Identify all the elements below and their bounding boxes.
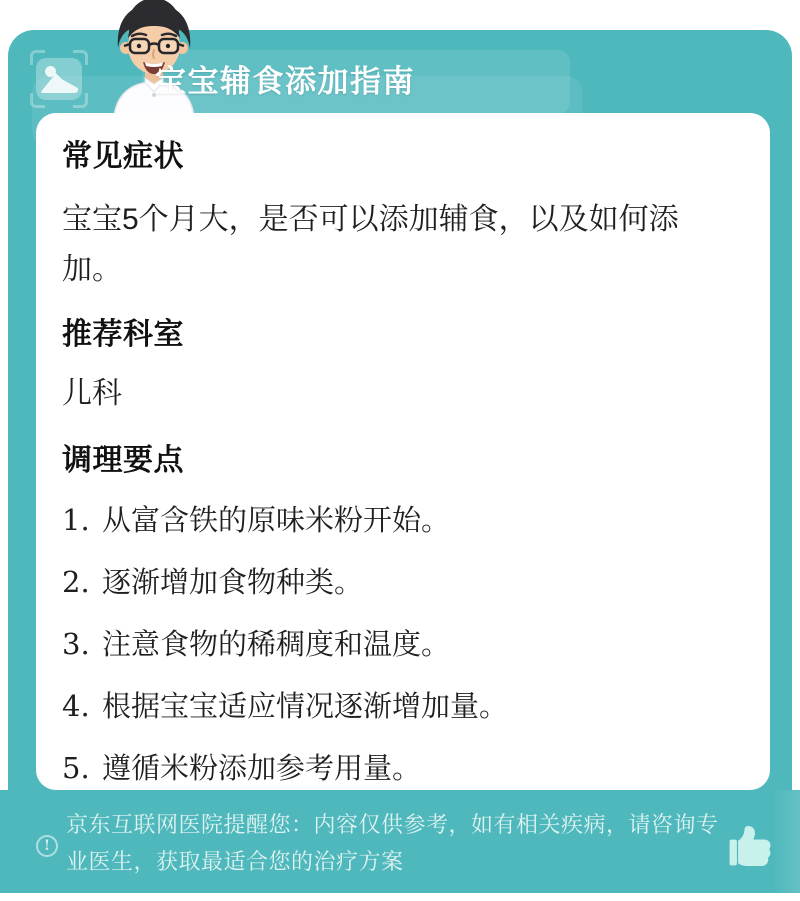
list-text: 遵循米粉添加参考用量。 — [102, 753, 422, 785]
list-text: 逐渐增加食物种类。 — [102, 567, 364, 599]
list-text: 根据宝宝适应情况逐渐增加量。 — [102, 691, 509, 723]
section-heading-symptoms: 常见症状 — [62, 140, 184, 173]
list-number: 4. — [62, 689, 90, 723]
symptoms-text: 宝宝5个月大，是否可以添加辅食，以及如何添加。 — [62, 203, 679, 286]
list-item — [62, 625, 744, 664]
photo-frame — [36, 58, 82, 100]
list-text: 注意食物的稀稠度和温度。 — [102, 629, 451, 661]
thumbs-up-icon[interactable] — [724, 824, 776, 868]
page-title: 宝宝辅食添加指南 — [155, 64, 415, 99]
list-number: 2. — [62, 565, 90, 599]
list-number: 3. — [62, 627, 90, 661]
disclaimer-text: 京东互联网医院提醒您：内容仅供参考，如有相关疾病，请咨询专业医生，获取最适合您的治疗方案 — [66, 812, 719, 874]
section-heading-points: 调理要点 — [62, 444, 184, 477]
photo-icon — [30, 50, 88, 108]
info-icon: ! — [36, 835, 58, 857]
content-card — [36, 113, 770, 790]
department-text: 儿科 — [62, 377, 122, 410]
list-item — [62, 563, 744, 602]
list-item — [62, 749, 744, 788]
list-number: 1. — [62, 503, 90, 537]
list-text: 从富含铁的原味米粉开始。 — [102, 505, 451, 537]
list-item — [62, 687, 744, 726]
list-item — [62, 501, 744, 540]
care-points-list — [62, 501, 744, 788]
section-heading-department: 推荐科室 — [62, 318, 184, 351]
list-number: 5. — [62, 751, 90, 785]
